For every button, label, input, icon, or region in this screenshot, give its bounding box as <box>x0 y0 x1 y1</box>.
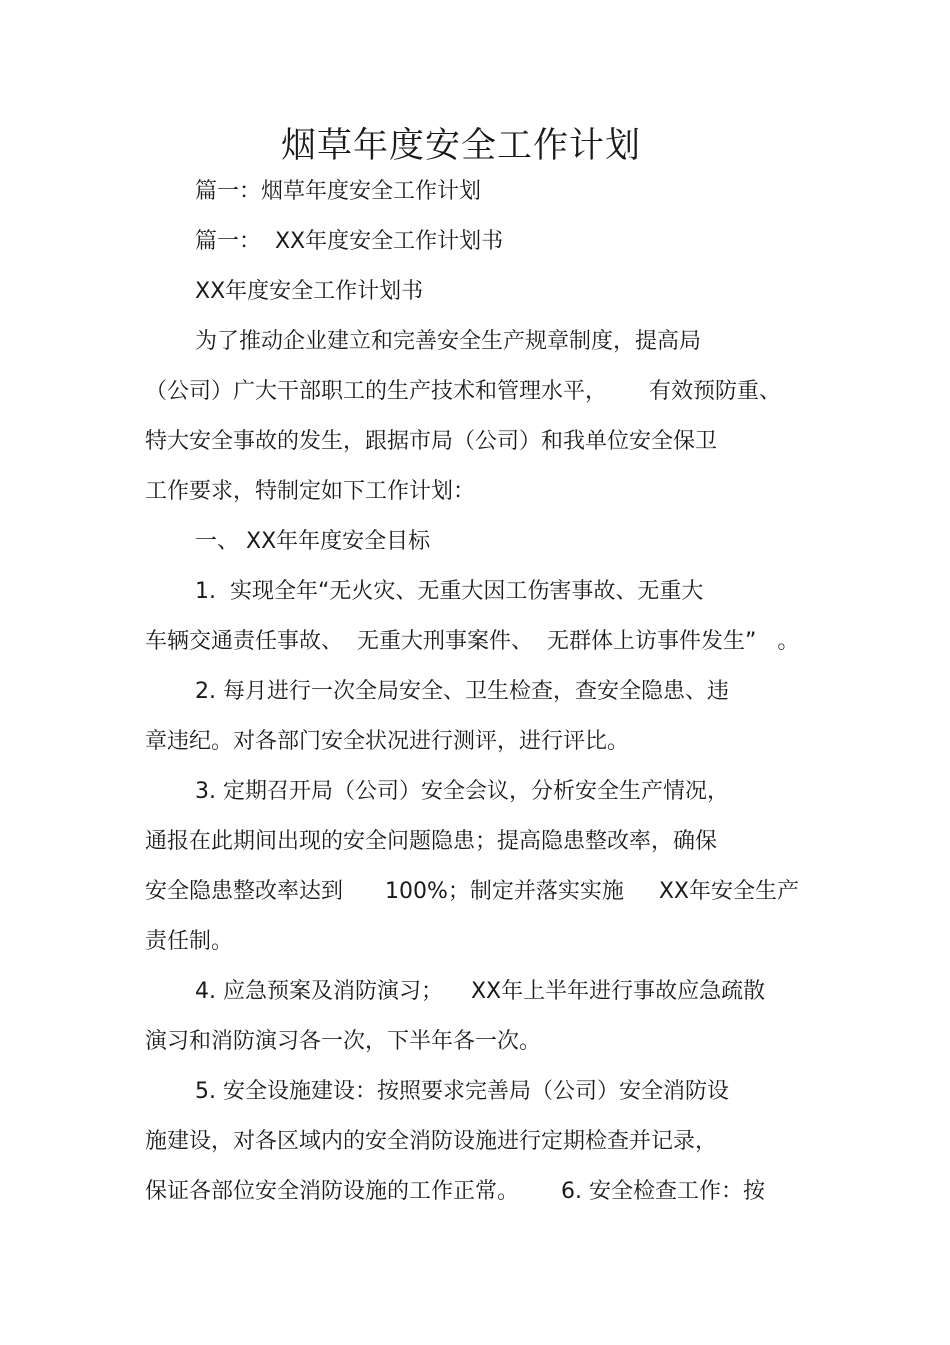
text-line-3: XX年度安全工作计划书 <box>195 279 424 304</box>
text-line-8: 一、 XX年年度安全目标 <box>195 529 431 554</box>
text-line-18: 演习和消防演习各一次，下半年各一次。 <box>145 1029 542 1054</box>
text-line-4: 为了推动企业建立和完善安全生产规章制度，提高局 <box>195 329 702 354</box>
text-line-1: 篇一：烟草年度安全工作计划 <box>195 179 482 204</box>
document-title: 烟草年度安全工作计划 <box>280 126 641 166</box>
text-line-9: 1. 实现全年“无火灾、无重大因工伤害事故、无重大 <box>195 579 704 604</box>
text-line-15: 安全隐患整改率达到 100%；制定并落实实施 XX年安全生产 <box>145 879 799 904</box>
text-line-17: 4. 应急预案及消防演习； XX年上半年进行事故应急疏散 <box>195 979 766 1004</box>
text-line-6: 特大安全事故的发生，跟据市局（公司）和我单位安全保卫 <box>145 429 718 454</box>
text-line-2: 篇一： XX年度安全工作计划书 <box>195 229 504 254</box>
text-line-14: 通报在此期间出现的安全问题隐患；提高隐患整改率，确保 <box>145 829 718 854</box>
text-line-16: 责任制。 <box>145 929 234 954</box>
text-line-11: 2. 每月进行一次全局安全、卫生检查，查安全隐患、违 <box>195 679 729 704</box>
text-line-19: 5. 安全设施建设：按照要求完善局（公司）安全消防设 <box>195 1079 729 1104</box>
text-line-10: 车辆交通责任事故、 无重大刑事案件、 无群体上访事件发生” 。 <box>145 629 800 654</box>
text-line-13: 3. 定期召开局（公司）安全会议，分析安全生产情况， <box>195 779 729 804</box>
text-line-21: 保证各部位安全消防设施的工作正常。 6. 安全检查工作：按 <box>145 1179 765 1204</box>
text-line-5: （公司）广大干部职工的生产技术和管理水平， 有效预防重、 <box>145 379 781 404</box>
text-line-7: 工作要求，特制定如下工作计划： <box>145 479 476 504</box>
text-line-12: 章违纪。对各部门安全状况进行测评，进行评比。 <box>145 729 630 754</box>
text-line-20: 施建设，对各区域内的安全消防设施进行定期检查并记录， <box>145 1129 718 1154</box>
